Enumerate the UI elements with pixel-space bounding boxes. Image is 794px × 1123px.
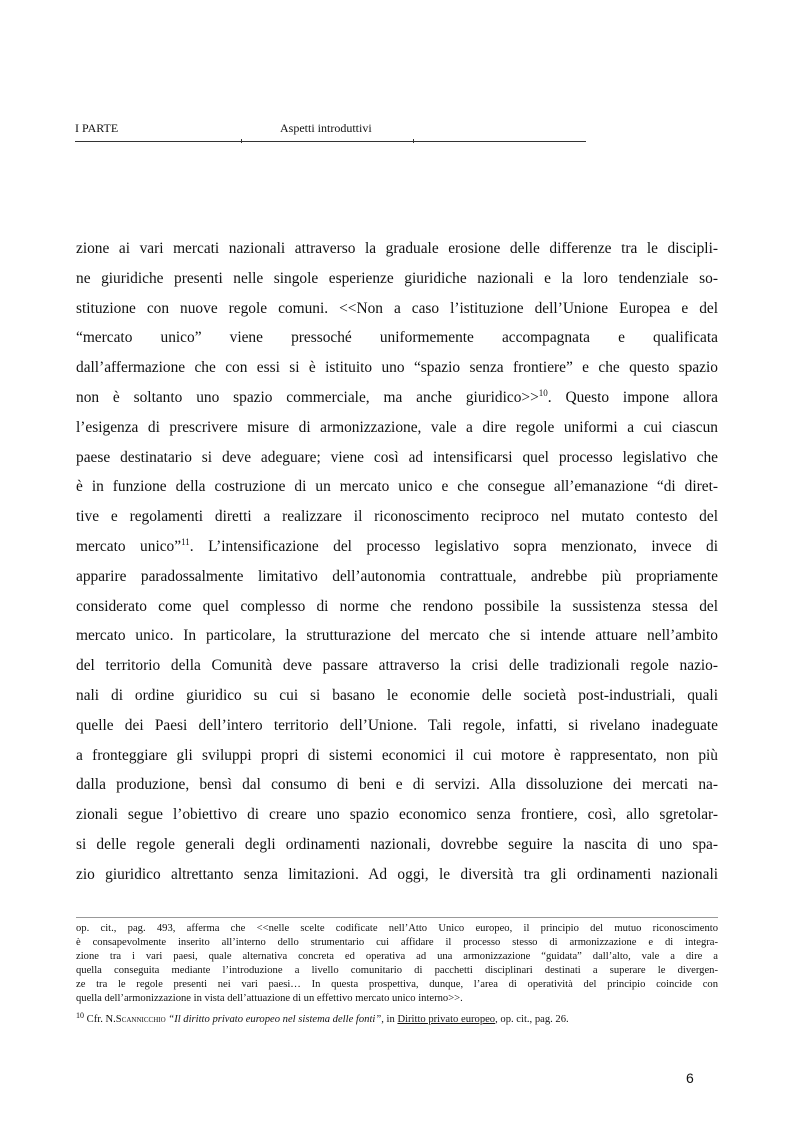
footnotes [76,922,718,1027]
body-line-text: non è soltanto uno spazio commerciale, ma anche giuridico>> [76,388,539,406]
body-line: mercato unico. In particolare, la strutturazione del mercato che si intende attuare nell’ambito [76,627,718,645]
body-line: dall’affermazione che con essi si è istituito uno “spazio senza frontiere” e che questo spazio [76,359,718,377]
body-line-text: . L’intensificazione del processo legislativo sopra menzionato, invece di [189,537,718,555]
footnote-continued-line: quella dell’armonizzazione in vista dell’attuazione di un effettivo mercato unico interno>>. [76,993,463,1005]
footnote-continued-line: ze tra le regole presenti nei vari paesi… In questa prospettiva, dunque, l’area di operatività del principio coincide con [76,979,718,991]
footnote-10 [76,1010,718,1027]
footnote-mid: , in [381,1013,398,1025]
body-line: zionali segue l’obiettivo di creare uno spazio economico senza frontiere, così, allo sgretolar- [76,806,718,824]
body-line: considerato come quel complesso di norme che rendono possibile la sussistenza stessa del [76,597,718,615]
body-line: si delle regole generali degli ordinamenti nazionali, dovrebbe seguire la nascita di uno spa- [76,835,718,853]
footnote-continued-line: op. cit., pag. 493, afferma che <<nelle scelte codificate nell’Atto Unico europeo, il principio del mutuo riconoscimento [76,923,718,934]
footnote-separator [76,917,718,918]
body-line-text: . Questo impone allora [547,388,718,406]
footnote-ref-11[interactable]: 11 [181,536,190,547]
body-line: l’esigenza di prescrivere misure di armonizzazione, vale a dire regole uniformi a cui ciascun [76,418,718,436]
body-line: nali di ordine giuridico su cui si basano le economie delle società post-industriali, quali [76,686,718,704]
body-line-text: mercato unico” [76,537,182,555]
header-part-label: I PARTE [75,121,119,135]
header-rule-tick [413,139,414,143]
body-text [76,234,718,890]
header-section-title: Aspetti introduttivi [280,121,372,135]
running-header [75,119,586,142]
footnote-author: Scannicchio [115,1013,166,1025]
body-line: dalla produzione, bensì dal consumo di beni e di servizi. Alla dissoluzione dei mercati na- [76,776,718,794]
body-line: è in funzione della costruzione di un mercato unico e che consegue all’emanazione “di diret- [76,478,718,496]
footnote-source-link[interactable]: Diritto privato europeo [397,1013,496,1025]
footnote-prefix: Cfr. N. [86,1013,116,1025]
body-line [76,532,718,562]
footnote-ref-10[interactable]: 10 [538,387,548,398]
body-line: apparire paradossalmente limitativo dell’autonomia contrattuale, andrebbe più propriamente [76,567,718,585]
body-line: zio giuridico altrettanto senza limitazioni. Ad oggi, le diversità tra gli ordinamenti nazionali [76,865,718,883]
footnote-continued-line: zione tra i vari paesi, quale alternativa concreta ed operativa ad una armonizzazione “guidata” dall’alto, vale a dire a [76,951,718,963]
footnote-work-title: “Il diritto privato europeo nel sistema delle fonti” [168,1013,382,1025]
body-line: del territorio della Comunità deve passare attraverso la crisi delle tradizionali regole nazio- [76,657,718,675]
footnote-continued-line: è consapevolmente inserito all’interno dello strumentario cui affidare il processo stesso di armonizzazione e di integra- [76,937,718,949]
body-line: paese destinatario si deve adeguare; viene così ad intensificarsi quel processo legislativo che [76,448,718,466]
body-line: quelle dei Paesi dell’intero territorio dell’Unione. Tali regole, infatti, si rivelano inadeguate [76,716,718,734]
body-line: zione ai vari mercati nazionali attraverso la graduale erosione delle differenze tra le discipli- [76,240,718,257]
body-line: stituzione con nuove regole comuni. <<Non a caso l’istituzione dell’Unione Europea e del [76,299,718,317]
body-line: a fronteggiare gli sviluppi propri di sistemi economici il cui motore è rappresentato, non più [76,746,718,764]
page-number: 6 [686,1070,694,1086]
footnote-continued-line: quella conseguita mediante l’introduzione a livello comunitario di pacchetti disciplinari destinati a superare le divergen- [76,965,718,977]
header-rule-tick [241,139,242,143]
body-line: tive e regolamenti diretti a realizzare il riconoscimento reciproco nel mutato contesto del [76,508,718,526]
body-line: ne giuridiche presenti nelle singole esperienze giuridiche nazionali e la loro tendenziale so- [76,269,718,287]
footnote-number: 10 [76,1010,84,1020]
body-line: “mercato unico” viene pressoché uniformemente accompagnata e qualificata [76,329,718,347]
footnote-suffix: , op. cit., pag. 26. [495,1013,569,1025]
body-line [76,383,718,413]
